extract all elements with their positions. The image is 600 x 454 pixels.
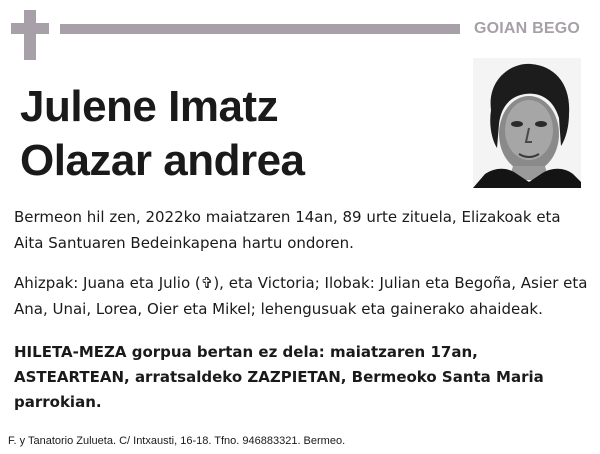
funeral-home-footer: F. y Tanatorio Zulueta. C/ Intxausti, 16-18. Tfno. 946883321. Bermeo. [8,435,346,447]
cross-icon-bar [11,23,49,34]
portrait-photo [473,58,581,188]
deceased-name [20,80,460,188]
header-tag: GOIAN BEGO [473,20,580,37]
portrait-image [473,58,581,188]
header-rule [60,24,460,34]
funeral-mass-paragraph: HILETA-MEZA gorpua bertan ez dela: maiatzaren 17an, ASTEARTEAN, arratsaldeko ZAZPIETAN, Bermeoko Santa Maria parrokian. [14,343,544,411]
deceased-name-line1: Julene Imatz [20,82,279,131]
deceased-name-line2: Olazar andrea [20,136,305,185]
cross-icon [24,10,36,60]
relatives-paragraph: Ahizpak: Juana eta Julio (✞), eta Victoria; Ilobak: Julian eta Begoña, Asier eta Ana, Unai, Lorea, Oier eta Mikel; lehengusuak eta gainerako ahaideak. [14,274,588,318]
death-notice-paragraph: Bermeon hil zen, 2022ko maiatzaren 14an, 89 urte zituela, Elizakoak eta Aita Santuaren Bedeinkapena hartu ondoren. [14,208,561,252]
